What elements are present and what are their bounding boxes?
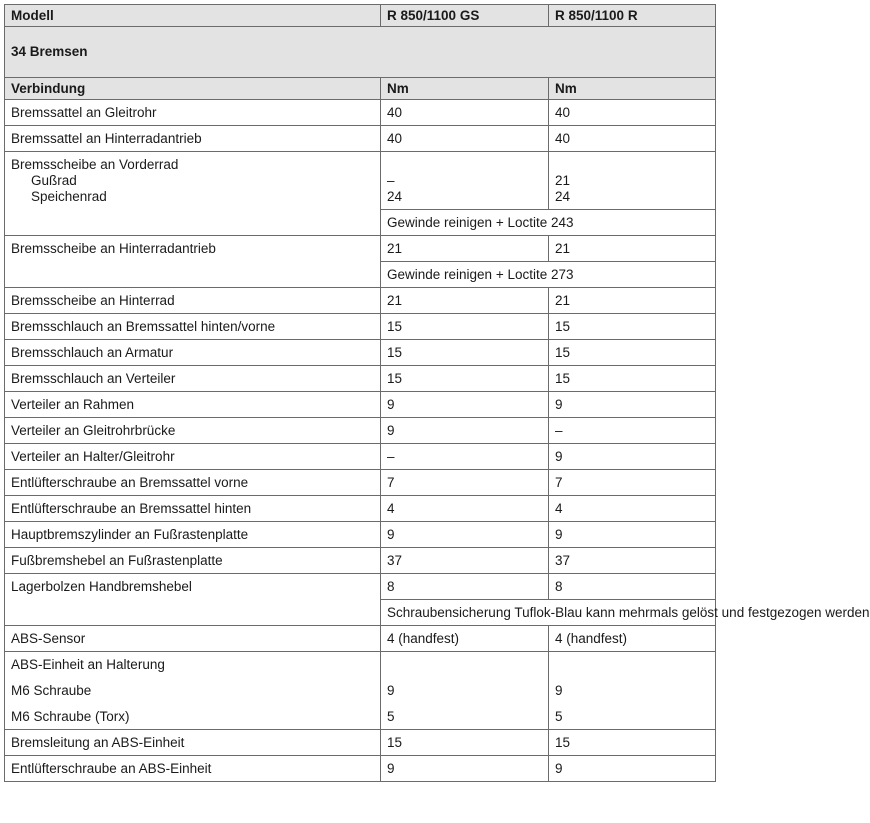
header-r: R 850/1100 R — [549, 5, 716, 27]
table-row — [5, 418, 716, 444]
table-row — [5, 444, 716, 470]
subheader-row — [5, 78, 716, 100]
row-value-r: 15 — [549, 730, 716, 756]
table-row — [5, 756, 716, 782]
table-row — [5, 314, 716, 340]
row-value-gs: – — [381, 444, 549, 470]
row-label: Bremssattel an Gleitrohr — [5, 100, 381, 126]
row-value-r: 15 — [549, 314, 716, 340]
table-row — [5, 392, 716, 418]
row-label: M6 Schraube — [5, 678, 381, 704]
subheader-nm-gs: Nm — [381, 78, 549, 100]
row-sublabel: Speichenrad — [31, 189, 107, 204]
row-label: Bremsschlauch an Verteiler — [5, 366, 381, 392]
row-label: Verteiler an Halter/Gleitrohr — [5, 444, 381, 470]
row-label: Bremssattel an Hinterradantrieb — [5, 126, 381, 152]
row-label: Bremsschlauch an Bremssattel hinten/vorne — [5, 314, 381, 340]
table-row — [5, 626, 716, 652]
row-value-r: 15 — [549, 366, 716, 392]
row-value-r: 9 — [549, 678, 716, 704]
row-value-r: 9 — [549, 522, 716, 548]
row-label: Bremsleitung an ABS-Einheit — [5, 730, 381, 756]
row-value-gs: 15 — [381, 340, 549, 366]
row-label: Verteiler an Rahmen — [5, 392, 381, 418]
row-value-r: 21 — [555, 173, 571, 188]
table-row — [5, 288, 716, 314]
row-value-gs: 8 — [381, 574, 549, 600]
row-value-gs: 37 — [381, 548, 549, 574]
row-value-r: 21 — [549, 288, 716, 314]
table-row — [5, 522, 716, 548]
row-value-r: 37 — [549, 548, 716, 574]
row-value-r: 7 — [549, 470, 716, 496]
row-value-gs: 40 — [381, 126, 549, 152]
row-value-gs: 15 — [381, 366, 549, 392]
table-row — [5, 574, 716, 600]
row-value-r: 4 — [549, 496, 716, 522]
header-row — [5, 5, 716, 27]
row-label: Verteiler an Gleitrohrbrücke — [5, 418, 381, 444]
table-row — [5, 100, 716, 126]
table-row — [5, 340, 716, 366]
row-value-r: 9 — [549, 392, 716, 418]
row-value-r: 21 — [549, 236, 716, 262]
table-row — [5, 126, 716, 152]
section-title: 34 Bremsen — [5, 27, 716, 78]
row-note: Gewinde reinigen + Loctite 243 — [381, 210, 716, 236]
row-label: Entlüfterschraube an ABS-Einheit — [5, 756, 381, 782]
row-value-r: 24 — [555, 189, 571, 204]
row-value-gs: 4 (handfest) — [381, 626, 549, 652]
row-value-r: 5 — [549, 704, 716, 730]
row-note: Schraubensicherung Tuflok-Blau kann mehrmals gelöst und festgezogen werden — [381, 600, 716, 626]
row-value-gs: 15 — [381, 730, 549, 756]
row-value-r — [549, 652, 716, 678]
table-row — [5, 496, 716, 522]
table-row — [5, 470, 716, 496]
table-row — [5, 152, 716, 210]
row-value-gs: 9 — [381, 678, 549, 704]
row-value-gs: 5 — [381, 704, 549, 730]
row-sublabel: Gußrad — [31, 173, 77, 188]
row-label-cell — [5, 152, 381, 236]
table-row — [5, 704, 716, 730]
row-note: Gewinde reinigen + Loctite 273 — [381, 262, 716, 288]
row-value-r: 40 — [549, 100, 716, 126]
row-value-r: 40 — [549, 126, 716, 152]
row-value-r: 15 — [549, 340, 716, 366]
torque-spec-table — [4, 4, 870, 782]
row-value-gs: 4 — [381, 496, 549, 522]
header-model: Modell — [5, 5, 381, 27]
row-value-r-cell — [549, 152, 716, 210]
row-value-gs: 9 — [381, 418, 549, 444]
row-value-r: – — [549, 418, 716, 444]
row-label: Bremsschlauch an Armatur — [5, 340, 381, 366]
row-label: M6 Schraube (Torx) — [5, 704, 381, 730]
subheader-nm-r: Nm — [549, 78, 716, 100]
row-label: Bremsscheibe an Vorderrad — [11, 157, 179, 172]
row-value-gs: 9 — [381, 392, 549, 418]
row-label: Bremsscheibe an Hinterradantrieb — [5, 236, 381, 288]
header-gs: R 850/1100 GS — [381, 5, 549, 27]
table-row — [5, 730, 716, 756]
table-row — [5, 548, 716, 574]
row-value-gs-cell — [381, 152, 549, 210]
row-value-r: 9 — [549, 444, 716, 470]
table-row — [5, 366, 716, 392]
row-label: Fußbremshebel an Fußrastenplatte — [5, 548, 381, 574]
row-value-gs: 24 — [387, 189, 403, 204]
row-label: Lagerbolzen Handbremshebel — [5, 574, 381, 626]
row-value-gs: 9 — [381, 756, 549, 782]
row-value-gs: 9 — [381, 522, 549, 548]
row-value-r: 4 (handfest) — [549, 626, 716, 652]
row-value-gs: 15 — [381, 314, 549, 340]
row-value-gs: 7 — [381, 470, 549, 496]
row-label: Hauptbremszylinder an Fußrastenplatte — [5, 522, 381, 548]
row-value-r: 8 — [549, 574, 716, 600]
row-value-gs: 21 — [381, 288, 549, 314]
row-label: ABS-Einheit an Halterung — [5, 652, 381, 678]
row-value-gs: – — [387, 173, 395, 188]
subheader-connection: Verbindung — [5, 78, 381, 100]
table-row — [5, 678, 716, 704]
row-value-gs: 21 — [381, 236, 549, 262]
row-label: Entlüfterschraube an Bremssattel vorne — [5, 470, 381, 496]
row-value-gs — [381, 652, 549, 678]
row-value-gs: 40 — [381, 100, 549, 126]
section-row — [5, 27, 716, 78]
table-row — [5, 236, 716, 262]
row-label: Entlüfterschraube an Bremssattel hinten — [5, 496, 381, 522]
table-row — [5, 652, 716, 678]
row-label: ABS-Sensor — [5, 626, 381, 652]
row-label: Bremsscheibe an Hinterrad — [5, 288, 381, 314]
row-value-r: 9 — [549, 756, 716, 782]
